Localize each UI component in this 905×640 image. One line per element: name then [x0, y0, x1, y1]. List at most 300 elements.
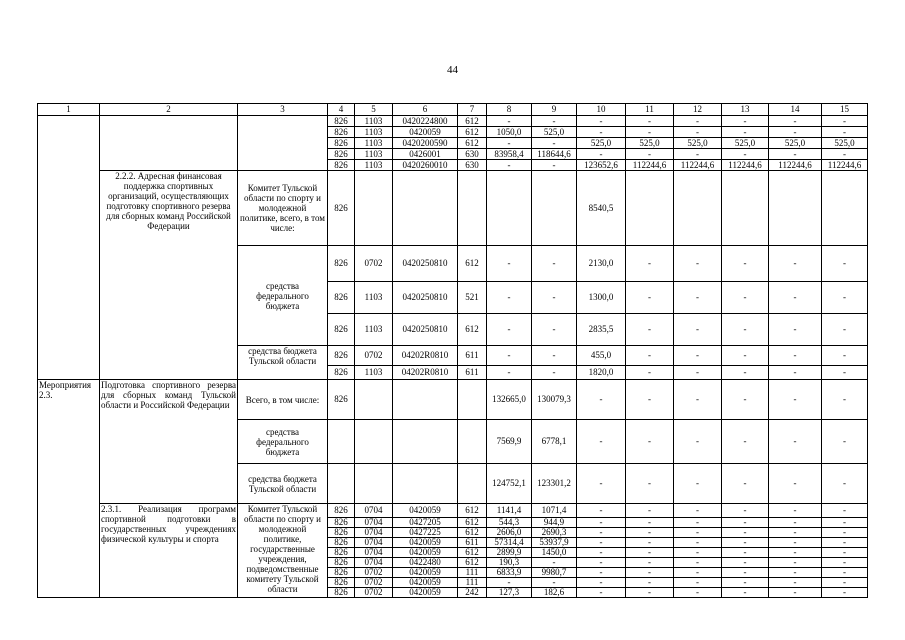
table-cell: - [577, 568, 626, 578]
table-cell: - [822, 149, 868, 160]
table-cell: - [722, 464, 769, 504]
table-cell: 130079,3 [532, 380, 577, 420]
table-cell: - [822, 116, 868, 127]
table-cell: 525,0 [577, 138, 626, 149]
table-cell: 544,3 [487, 518, 532, 528]
table-cell: - [674, 116, 722, 127]
table-cell: - [769, 578, 822, 588]
table-cell [393, 380, 458, 420]
table-cell: - [487, 116, 532, 127]
table-cell: 1071,4 [532, 504, 577, 518]
table-cell [355, 380, 393, 420]
table-cell: - [674, 420, 722, 464]
table-cell: 826 [328, 558, 355, 568]
table-cell: 944,9 [532, 518, 577, 528]
table-cell: - [626, 464, 674, 504]
table-cell [822, 171, 868, 246]
table-cell: 0702 [355, 346, 393, 366]
table-cell: 127,3 [487, 588, 532, 598]
table-cell: - [626, 366, 674, 380]
table-cell: - [769, 464, 822, 504]
table-cell: - [674, 314, 722, 346]
table-cell: 0702 [355, 246, 393, 282]
table-cell: - [822, 538, 868, 548]
table-cell: 1103 [355, 160, 393, 171]
table-cell: - [626, 568, 674, 578]
table-cell [769, 171, 822, 246]
table-cell: 2606,0 [487, 528, 532, 538]
table-cell: - [626, 314, 674, 346]
table-cell [393, 464, 458, 504]
table-cell: 826 [328, 366, 355, 380]
table-cell: - [674, 578, 722, 588]
table-cell: - [822, 380, 868, 420]
table-cell: - [674, 246, 722, 282]
table-cell: - [626, 578, 674, 588]
table-cell: 7569,9 [487, 420, 532, 464]
table-cell: 1103 [355, 127, 393, 138]
table-cell: 1103 [355, 116, 393, 127]
table-cell: - [769, 518, 822, 528]
table-cell: 826 [328, 127, 355, 138]
column-header: 7 [458, 104, 487, 116]
table-cell: - [532, 282, 577, 314]
measure-row [38, 380, 868, 420]
table-cell: - [577, 518, 626, 528]
table-cell [355, 420, 393, 464]
table-cell [458, 464, 487, 504]
table-cell: - [769, 528, 822, 538]
table-cell: 112244,6 [674, 160, 722, 171]
table-cell: 612 [458, 127, 487, 138]
column-header: 15 [822, 104, 868, 116]
table-cell: - [722, 548, 769, 558]
table-cell: - [487, 160, 532, 171]
table-cell: 190,3 [487, 558, 532, 568]
table-cell: 8540,5 [577, 171, 626, 246]
measure-title: Подготовка спортивного резерва для сборных команд Тульской области и Российской Федерации [100, 380, 238, 504]
table-cell: 123301,2 [532, 464, 577, 504]
table-cell: - [674, 127, 722, 138]
executor-cell: Комитет Тульской области по спорту и молодежной политике, государственные учреждения, подведомственные комитету Тульской области [238, 504, 328, 598]
table-cell: - [532, 558, 577, 568]
table-cell: - [769, 282, 822, 314]
table-cell: - [769, 558, 822, 568]
table-cell: - [822, 346, 868, 366]
table-cell: - [487, 578, 532, 588]
table-cell: - [769, 420, 822, 464]
table-cell [626, 171, 674, 246]
column-header: 11 [626, 104, 674, 116]
table-cell: 132665,0 [487, 380, 532, 420]
table-cell [487, 171, 532, 246]
table-cell: 112244,6 [722, 160, 769, 171]
table-cell: - [626, 420, 674, 464]
table-cell: - [487, 282, 532, 314]
table-cell: - [722, 420, 769, 464]
column-header: 1 [38, 104, 100, 116]
table-cell: 826 [328, 518, 355, 528]
table-cell: - [487, 314, 532, 346]
table-cell: - [769, 127, 822, 138]
table-cell: 455,0 [577, 346, 626, 366]
table-cell: 124752,1 [487, 464, 532, 504]
table-cell: - [577, 380, 626, 420]
table-cell: 1103 [355, 138, 393, 149]
source-label: средства федерального бюджета [238, 420, 328, 464]
table-cell [532, 171, 577, 246]
table-cell: 112244,6 [769, 160, 822, 171]
table-cell: - [532, 578, 577, 588]
table-cell: 1141,4 [487, 504, 532, 518]
table-cell: 0420059 [393, 538, 458, 548]
table-cell: - [577, 464, 626, 504]
table-cell: - [577, 538, 626, 548]
table-cell: - [722, 246, 769, 282]
table-cell: - [722, 116, 769, 127]
table-cell: - [626, 246, 674, 282]
table-cell: - [674, 588, 722, 598]
table-cell: - [822, 420, 868, 464]
table-cell: 612 [458, 138, 487, 149]
page-number: 44 [447, 64, 458, 76]
table-cell: 0704 [355, 548, 393, 558]
table-cell: 611 [458, 346, 487, 366]
table-cell: - [722, 528, 769, 538]
table-cell: - [822, 568, 868, 578]
column-header: 14 [769, 104, 822, 116]
table-cell: 525,0 [626, 138, 674, 149]
table-cell: 826 [328, 116, 355, 127]
table-cell: - [822, 548, 868, 558]
table-cell: - [577, 588, 626, 598]
table-cell: 0420250810 [393, 246, 458, 282]
table-cell: 826 [328, 588, 355, 598]
table-cell: - [626, 346, 674, 366]
table-cell: - [769, 538, 822, 548]
table-cell: 0420059 [393, 504, 458, 518]
table-cell: 521 [458, 282, 487, 314]
table-cell: 83958,4 [487, 149, 532, 160]
table-cell: 1050,0 [487, 127, 532, 138]
table-cell: - [722, 578, 769, 588]
table-row [38, 504, 868, 518]
table-cell: 612 [458, 116, 487, 127]
table-cell: 612 [458, 528, 487, 538]
table-cell: 123652,6 [577, 160, 626, 171]
table-cell: - [626, 149, 674, 160]
table-cell: 0704 [355, 504, 393, 518]
table-cell: 57314,4 [487, 538, 532, 548]
table-cell: - [626, 116, 674, 127]
table-cell: 118644,6 [532, 149, 577, 160]
table-cell: 2690,3 [532, 528, 577, 538]
table-cell: 0420200590 [393, 138, 458, 149]
table-cell: - [674, 149, 722, 160]
table-cell: 0704 [355, 518, 393, 528]
table-cell: - [577, 127, 626, 138]
table-cell: 826 [328, 149, 355, 160]
table-cell: - [674, 366, 722, 380]
table-cell: 0420224800 [393, 116, 458, 127]
table-cell: - [674, 464, 722, 504]
table-cell: - [722, 588, 769, 598]
table-cell: 612 [458, 558, 487, 568]
table-cell: - [626, 558, 674, 568]
table-cell: 1820,0 [577, 366, 626, 380]
table-cell: - [674, 504, 722, 518]
table-cell: 826 [328, 568, 355, 578]
table-cell: - [532, 160, 577, 171]
table-cell: 630 [458, 149, 487, 160]
table-cell [458, 420, 487, 464]
table-cell: 1450,0 [532, 548, 577, 558]
table-cell: 0702 [355, 578, 393, 588]
table-cell: - [674, 568, 722, 578]
executor-cell: Комитет Тульской области по спорту и молодежной политике, всего, в том числе: [238, 171, 328, 246]
table-cell: - [674, 282, 722, 314]
table-cell: - [769, 568, 822, 578]
table-cell: - [626, 127, 674, 138]
measure-label: Мероприятия 2.3. [38, 380, 100, 598]
table-cell: 826 [328, 504, 355, 518]
table-cell: 0704 [355, 528, 393, 538]
table-cell: 2835,5 [577, 314, 626, 346]
table-cell: - [626, 380, 674, 420]
table-cell: 525,0 [769, 138, 822, 149]
table-cell: - [487, 246, 532, 282]
table-cell: 1103 [355, 282, 393, 314]
table-cell: - [487, 366, 532, 380]
table-cell: 112244,6 [822, 160, 868, 171]
table-cell: 826 [328, 538, 355, 548]
table-cell: - [532, 116, 577, 127]
table-cell: 182,6 [532, 588, 577, 598]
table-cell: 111 [458, 578, 487, 588]
section-title: 2.3.1. Реализация программ спортивной подготовки в государственных учреждениях физической культуры и спорта [100, 504, 238, 598]
table-cell: - [769, 314, 822, 346]
table-cell: - [769, 588, 822, 598]
table-cell: 04202R0810 [393, 346, 458, 366]
table-cell: 2899,9 [487, 548, 532, 558]
table-cell: 826 [328, 380, 355, 420]
table-cell: 1103 [355, 366, 393, 380]
table-cell: - [626, 548, 674, 558]
table-cell: - [822, 518, 868, 528]
table-cell: 242 [458, 588, 487, 598]
table-cell: - [577, 149, 626, 160]
table-cell: 0420059 [393, 578, 458, 588]
table-cell: - [769, 366, 822, 380]
table-cell: 0420059 [393, 127, 458, 138]
budget-table-body [38, 104, 868, 598]
table-cell: 630 [458, 160, 487, 171]
table-cell: - [822, 588, 868, 598]
table-cell: - [674, 346, 722, 366]
table-cell: 0420059 [393, 568, 458, 578]
table-cell: - [626, 504, 674, 518]
table-row [38, 116, 868, 127]
table-cell: - [722, 504, 769, 518]
table-cell: - [577, 558, 626, 568]
table-cell: - [577, 548, 626, 558]
source-label: средства бюджета Тульской области [238, 464, 328, 504]
budget-table [37, 103, 868, 598]
table-cell: 0420059 [393, 548, 458, 558]
table-cell: 04202R0810 [393, 366, 458, 380]
column-header: 9 [532, 104, 577, 116]
column-header: 12 [674, 104, 722, 116]
table-cell: - [769, 548, 822, 558]
table-cell: - [577, 420, 626, 464]
table-cell: - [722, 380, 769, 420]
table-cell: 612 [458, 314, 487, 346]
table-cell: - [577, 504, 626, 518]
table-cell: 826 [328, 578, 355, 588]
table-cell: 826 [328, 171, 355, 246]
table-cell [458, 380, 487, 420]
table-cell: 6778,1 [532, 420, 577, 464]
column-header: 2 [100, 104, 238, 116]
table-cell: - [722, 346, 769, 366]
table-cell: 826 [328, 314, 355, 346]
table-cell: - [532, 138, 577, 149]
table-cell: 612 [458, 518, 487, 528]
column-header: 5 [355, 104, 393, 116]
table-cell: 0420059 [393, 588, 458, 598]
table-cell: - [822, 504, 868, 518]
table-cell: - [532, 346, 577, 366]
table-cell: - [674, 528, 722, 538]
column-header: 13 [722, 104, 769, 116]
table-cell: - [769, 380, 822, 420]
column-header: 10 [577, 104, 626, 116]
table-cell: 6833,9 [487, 568, 532, 578]
table-cell: - [577, 116, 626, 127]
table-cell: - [577, 528, 626, 538]
table-cell [393, 420, 458, 464]
table-cell: - [822, 558, 868, 568]
table-cell: - [674, 558, 722, 568]
table-cell: - [722, 366, 769, 380]
table-cell: - [822, 366, 868, 380]
table-cell: - [722, 314, 769, 346]
table-cell: - [487, 138, 532, 149]
table-cell: - [722, 127, 769, 138]
table-cell: 0704 [355, 558, 393, 568]
table-cell: 826 [328, 246, 355, 282]
table-cell: 0427225 [393, 528, 458, 538]
table-cell: - [626, 528, 674, 538]
table-cell: 525,0 [532, 127, 577, 138]
table-cell: - [769, 346, 822, 366]
table-cell: - [822, 246, 868, 282]
table-cell: - [532, 366, 577, 380]
table-cell: - [532, 246, 577, 282]
table-cell: 826 [328, 528, 355, 538]
table-cell: - [769, 246, 822, 282]
table-cell [355, 464, 393, 504]
table-cell: - [722, 568, 769, 578]
table-cell: - [722, 538, 769, 548]
table-cell: - [577, 578, 626, 588]
table-cell: 826 [328, 160, 355, 171]
table-cell [722, 171, 769, 246]
table-cell: - [487, 346, 532, 366]
table-cell: 612 [458, 548, 487, 558]
table-cell: 612 [458, 504, 487, 518]
column-header: 3 [238, 104, 328, 116]
section-title: 2.2.2. Адресная финансовая поддержка спортивных организаций, осуществляющих подготовку спортивного резерва для сборных команд Российской Федерации [100, 171, 238, 380]
table-cell: - [822, 282, 868, 314]
table-cell: 111 [458, 568, 487, 578]
table-cell [458, 171, 487, 246]
empty-cell [38, 116, 100, 380]
column-header: 4 [328, 104, 355, 116]
empty-cell [100, 116, 238, 171]
table-cell: 0702 [355, 588, 393, 598]
table-cell: - [626, 282, 674, 314]
table-cell: - [674, 518, 722, 528]
table-cell: 0427205 [393, 518, 458, 528]
source-label: средства бюджета Тульской области [238, 346, 328, 380]
table-cell: 826 [328, 282, 355, 314]
table-cell: 826 [328, 138, 355, 149]
table-cell: 0426001 [393, 149, 458, 160]
table-cell: 0420250810 [393, 282, 458, 314]
section-total-row [38, 171, 868, 246]
table-cell: 611 [458, 538, 487, 548]
source-label: Всего, в том числе: [238, 380, 328, 420]
table-cell: - [674, 548, 722, 558]
empty-cell [238, 116, 328, 171]
table-cell: - [674, 538, 722, 548]
table-cell: - [722, 558, 769, 568]
source-label: средства федерального бюджета [238, 246, 328, 346]
table-cell: - [674, 380, 722, 420]
table-cell: - [769, 504, 822, 518]
table-cell: 525,0 [822, 138, 868, 149]
table-cell [355, 171, 393, 246]
table-cell: - [722, 282, 769, 314]
table-cell: - [822, 578, 868, 588]
table-cell: 0422480 [393, 558, 458, 568]
table-cell: - [769, 149, 822, 160]
table-cell: 611 [458, 366, 487, 380]
table-cell: - [822, 127, 868, 138]
table-cell: 0704 [355, 538, 393, 548]
table-cell: - [626, 588, 674, 598]
table-cell: 112244,6 [626, 160, 674, 171]
table-cell: 0420260010 [393, 160, 458, 171]
table-cell: 2130,0 [577, 246, 626, 282]
table-cell: - [532, 314, 577, 346]
table-cell: 9980,7 [532, 568, 577, 578]
column-header: 6 [393, 104, 458, 116]
table-cell: 0420250810 [393, 314, 458, 346]
table-cell: 53937,9 [532, 538, 577, 548]
column-header: 8 [487, 104, 532, 116]
table-cell: - [822, 314, 868, 346]
table-cell [393, 171, 458, 246]
table-cell [328, 420, 355, 464]
table-cell: 1103 [355, 314, 393, 346]
table-cell: - [722, 149, 769, 160]
table-cell: 525,0 [674, 138, 722, 149]
table-cell: - [626, 518, 674, 528]
table-cell: - [769, 116, 822, 127]
table-cell [328, 464, 355, 504]
